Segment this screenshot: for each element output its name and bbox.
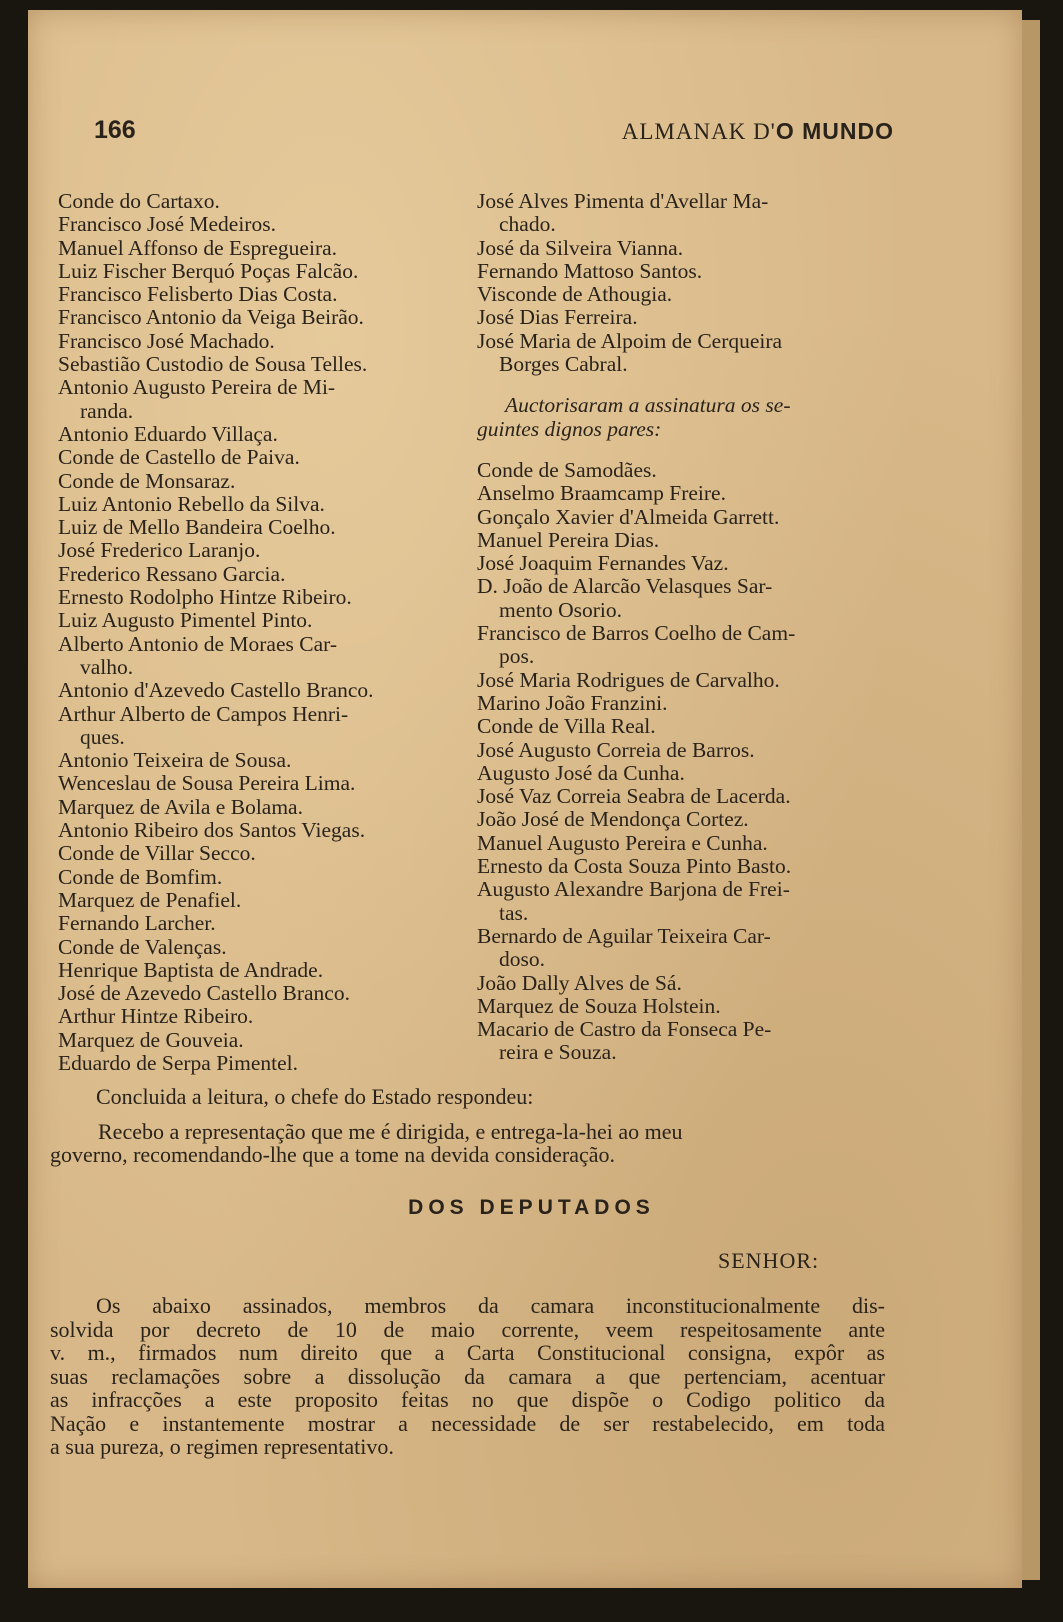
name-line: Francisco de Barros Coelho de Cam-: [477, 621, 796, 646]
name-line: Augusto Alexandre Barjona de Frei-: [477, 877, 790, 902]
name-entry: [58, 213, 456, 236]
name-entry: [477, 972, 895, 995]
name-entry: [58, 539, 456, 562]
name-entry: [477, 575, 895, 622]
name-entry: [58, 190, 456, 213]
name-line: Fernando Mattoso Santos.: [477, 258, 703, 283]
name-line: João José de Mendonça Cortez.: [477, 807, 749, 832]
name-entry: [477, 306, 895, 329]
name-line: Manuel Pereira Dias.: [477, 527, 660, 552]
name-entry: [58, 1005, 456, 1028]
name-line: Francisco Antonio da Veiga Beirão.: [58, 305, 364, 330]
name-entry: [477, 260, 895, 283]
name-line: José Maria de Alpoim de Cerqueira: [477, 328, 783, 353]
name-line: João Dally Alves de Sá.: [477, 970, 682, 995]
name-line: Francisco José Medeiros.: [58, 212, 276, 237]
name-line: Francisco Felisberto Dias Costa.: [58, 282, 338, 307]
section-title: DOS DEPUTADOS: [408, 1196, 655, 1219]
name-line: Wenceslau de Sousa Pereira Lima.: [58, 771, 356, 796]
running-title: [622, 118, 894, 145]
name-entry: [58, 749, 456, 772]
name-entry: [477, 808, 895, 831]
name-entry: [477, 552, 895, 575]
name-line: José da Silveira Vianna.: [477, 235, 684, 260]
name-entry: [477, 283, 895, 306]
peers-note: [477, 394, 895, 441]
name-line: Marquez de Avila e Bolama.: [58, 794, 303, 819]
paragraph-line: a sua pureza, o regimen representativo.: [50, 1434, 394, 1459]
name-line: Bernardo de Aguilar Teixeira Car-: [477, 923, 771, 948]
name-line: Augusto José da Cunha.: [477, 760, 685, 785]
name-line: Conde de Castello de Paiva.: [58, 445, 300, 470]
name-line: Conde de Valenças.: [58, 934, 227, 959]
name-entry: [58, 516, 456, 539]
reply-line-2: governo, recomendando-lhe que a tome na devida consideração.: [50, 1142, 616, 1167]
name-entry: [477, 190, 895, 237]
name-entry: [58, 633, 456, 680]
name-line: Luiz Augusto Pimentel Pinto.: [58, 608, 313, 633]
name-entry: [477, 878, 895, 925]
name-entry: [477, 669, 895, 692]
running-title-prefix: ALMANAK D': [621, 119, 776, 144]
name-line: Luiz de Mello Bandeira Coelho.: [58, 515, 336, 540]
reply-line-1: Recebo a representação que me é dirigida, e entrega-la-hei ao meu: [98, 1119, 683, 1144]
name-entry: [58, 609, 456, 632]
name-line: Antonio d'Azevedo Castello Branco.: [58, 678, 374, 703]
name-line: Fernando Larcher.: [58, 911, 216, 936]
name-entry: [58, 936, 456, 959]
name-line-continuation: chado.: [499, 212, 556, 237]
name-entry: [477, 482, 895, 505]
name-entry: [58, 842, 456, 865]
name-line: Macario de Castro da Fonseca Pe-: [477, 1017, 772, 1042]
name-line: Marquez de Penafiel.: [58, 887, 242, 912]
name-line: José Alves Pimenta d'Avellar Ma-: [477, 189, 769, 213]
conclusion-line: Concluida a leitura, o chefe do Estado respondeu:: [96, 1084, 534, 1109]
name-line: José Augusto Correia de Barros.: [477, 737, 755, 762]
name-line: Arthur Hintze Ribeiro.: [58, 1004, 254, 1029]
name-line: José Maria Rodrigues de Carvalho.: [477, 667, 780, 692]
name-entry: [58, 703, 456, 750]
right-name-list-top: [477, 190, 895, 376]
name-entry: [477, 459, 895, 482]
name-line: Arthur Alberto de Campos Henri-: [58, 701, 349, 726]
name-line: Conde de Samodães.: [477, 457, 657, 482]
name-entry: [58, 446, 456, 469]
name-entry: [58, 679, 456, 702]
name-line-continuation: valho.: [80, 654, 134, 679]
name-line-continuation: pos.: [499, 644, 535, 669]
running-header: [94, 116, 894, 150]
name-line: Gonçalo Xavier d'Almeida Garrett.: [477, 504, 780, 529]
name-entry: [58, 982, 456, 1005]
name-line: Antonio Augusto Pereira de Mi-: [58, 375, 336, 400]
name-line: Francisco José Machado.: [58, 328, 275, 353]
name-entry: [477, 506, 895, 529]
name-line: Marquez de Souza Holstein.: [477, 993, 721, 1018]
name-line: Marquez de Gouveia.: [58, 1027, 244, 1052]
name-entry: [58, 493, 456, 516]
left-column: [58, 190, 456, 1075]
name-line-continuation: tas.: [499, 900, 529, 925]
name-line: Ernesto da Costa Souza Pinto Basto.: [477, 854, 792, 879]
name-entry: [58, 772, 456, 795]
right-name-list-bottom: [477, 459, 895, 1065]
name-line: Marino João Franzini.: [477, 690, 668, 715]
name-line: José Vaz Correia Seabra de Lacerda.: [477, 784, 791, 809]
name-line: Sebastião Custodio de Sousa Telles.: [58, 352, 368, 377]
name-line: Manuel Affonso de Espregueira.: [58, 235, 338, 260]
name-entry: [58, 959, 456, 982]
name-entry: [477, 925, 895, 972]
name-entry: [477, 995, 895, 1018]
deputies-petition-paragraph: [50, 1294, 885, 1459]
left-name-list: [58, 190, 456, 1075]
name-entry: [58, 306, 456, 329]
name-entry: [58, 423, 456, 446]
name-line: Conde de Villa Real.: [477, 714, 656, 739]
name-line: José Joaquim Fernandes Vaz.: [477, 551, 729, 576]
name-line: Antonio Teixeira de Sousa.: [58, 748, 292, 773]
name-line: Luiz Fischer Berquó Poças Falcão.: [58, 258, 359, 283]
name-entry: [58, 819, 456, 842]
name-line: José Dias Ferreira.: [477, 305, 638, 330]
name-entry: [477, 622, 895, 669]
name-entry: [477, 237, 895, 260]
name-entry: [58, 283, 456, 306]
name-entry: [477, 762, 895, 785]
name-line: Visconde de Athougia.: [477, 282, 673, 307]
paragraph-line: suas reclamações sobre a dissolução da camara a que pertenciam, acentuar: [50, 1363, 885, 1389]
name-entry: [58, 470, 456, 493]
name-entry: [477, 855, 895, 878]
name-line: Antonio Ribeiro dos Santos Viegas.: [58, 818, 366, 843]
name-entry: [58, 237, 456, 260]
name-line: D. João de Alarcão Velasques Sar-: [477, 574, 773, 599]
name-line-continuation: doso.: [499, 947, 545, 972]
name-entry: [58, 586, 456, 609]
next-page-edge: [1022, 20, 1040, 1580]
name-line-continuation: randa.: [80, 398, 134, 423]
name-line: Eduardo de Serpa Pimentel.: [58, 1050, 299, 1075]
name-entry: [58, 376, 456, 423]
name-line: Manuel Augusto Pereira e Cunha.: [477, 830, 768, 855]
name-entry: [477, 832, 895, 855]
paragraph-line: as infracções a este proposito feitas no que dispõe o Codigo politico da: [50, 1387, 885, 1412]
name-entry: [477, 1018, 895, 1065]
name-entry: [58, 260, 456, 283]
name-entry: [477, 330, 895, 377]
name-entry: [58, 796, 456, 819]
name-entry: [58, 1029, 456, 1052]
name-entry: [477, 529, 895, 552]
paragraph-line: Nação e instantemente mostrar a necessidade de ser restabelecido, em toda: [50, 1410, 885, 1436]
name-line: Luiz Antonio Rebello da Silva.: [58, 491, 325, 516]
name-entry: [58, 353, 456, 376]
name-entry: [477, 715, 895, 738]
name-line: Conde de Monsaraz.: [58, 468, 236, 493]
name-line: José de Azevedo Castello Branco.: [58, 981, 350, 1006]
name-entry: [477, 739, 895, 762]
paragraph-line: v. m., firmados num direito que a Carta Constitucional consigna, expôr as: [50, 1340, 885, 1365]
peers-note-line-2: guintes dignos pares:: [477, 416, 662, 441]
name-line: Frederico Ressano Garcia.: [58, 561, 286, 586]
paragraph-line: solvida por decreto de 10 de maio corrente, veem respeitosamente ante: [50, 1316, 885, 1342]
name-line-continuation: Borges Cabral.: [499, 352, 628, 377]
name-line: Conde do Cartaxo.: [58, 189, 220, 213]
name-line: Ernesto Rodolpho Hintze Ribeiro.: [58, 585, 352, 610]
name-entry: [58, 330, 456, 353]
paragraph-line: Os abaixo assinados, membros da camara inconstitucionalmente dis-: [96, 1293, 885, 1318]
page-number: 166: [94, 116, 136, 144]
name-entry: [58, 889, 456, 912]
name-line-continuation: reira e Souza.: [499, 1040, 617, 1065]
name-line-continuation: ques.: [80, 724, 125, 749]
name-line: Henrique Baptista de Andrade.: [58, 957, 324, 982]
name-entry: [58, 1052, 456, 1075]
name-entry: [477, 692, 895, 715]
name-entry: [58, 866, 456, 889]
name-entry: [58, 912, 456, 935]
head-of-state-reply: [50, 1120, 885, 1166]
name-line-continuation: mento Osorio.: [499, 597, 623, 622]
name-line: Antonio Eduardo Villaça.: [58, 421, 278, 446]
name-entry: [477, 785, 895, 808]
running-title-brand: O MUNDO: [775, 118, 894, 144]
name-entry: [58, 563, 456, 586]
name-line: Alberto Antonio de Moraes Car-: [58, 631, 338, 656]
name-line: Conde de Bomfim.: [58, 864, 223, 889]
salutation: SENHOR:: [718, 1248, 820, 1273]
peers-note-line-1: Auctorisaram a assinatura os se-: [505, 393, 791, 418]
name-line: Conde de Villar Secco.: [58, 841, 256, 866]
name-line: Anselmo Braamcamp Freire.: [477, 481, 726, 506]
right-column: [477, 190, 895, 1065]
name-line: José Frederico Laranjo.: [58, 538, 261, 563]
